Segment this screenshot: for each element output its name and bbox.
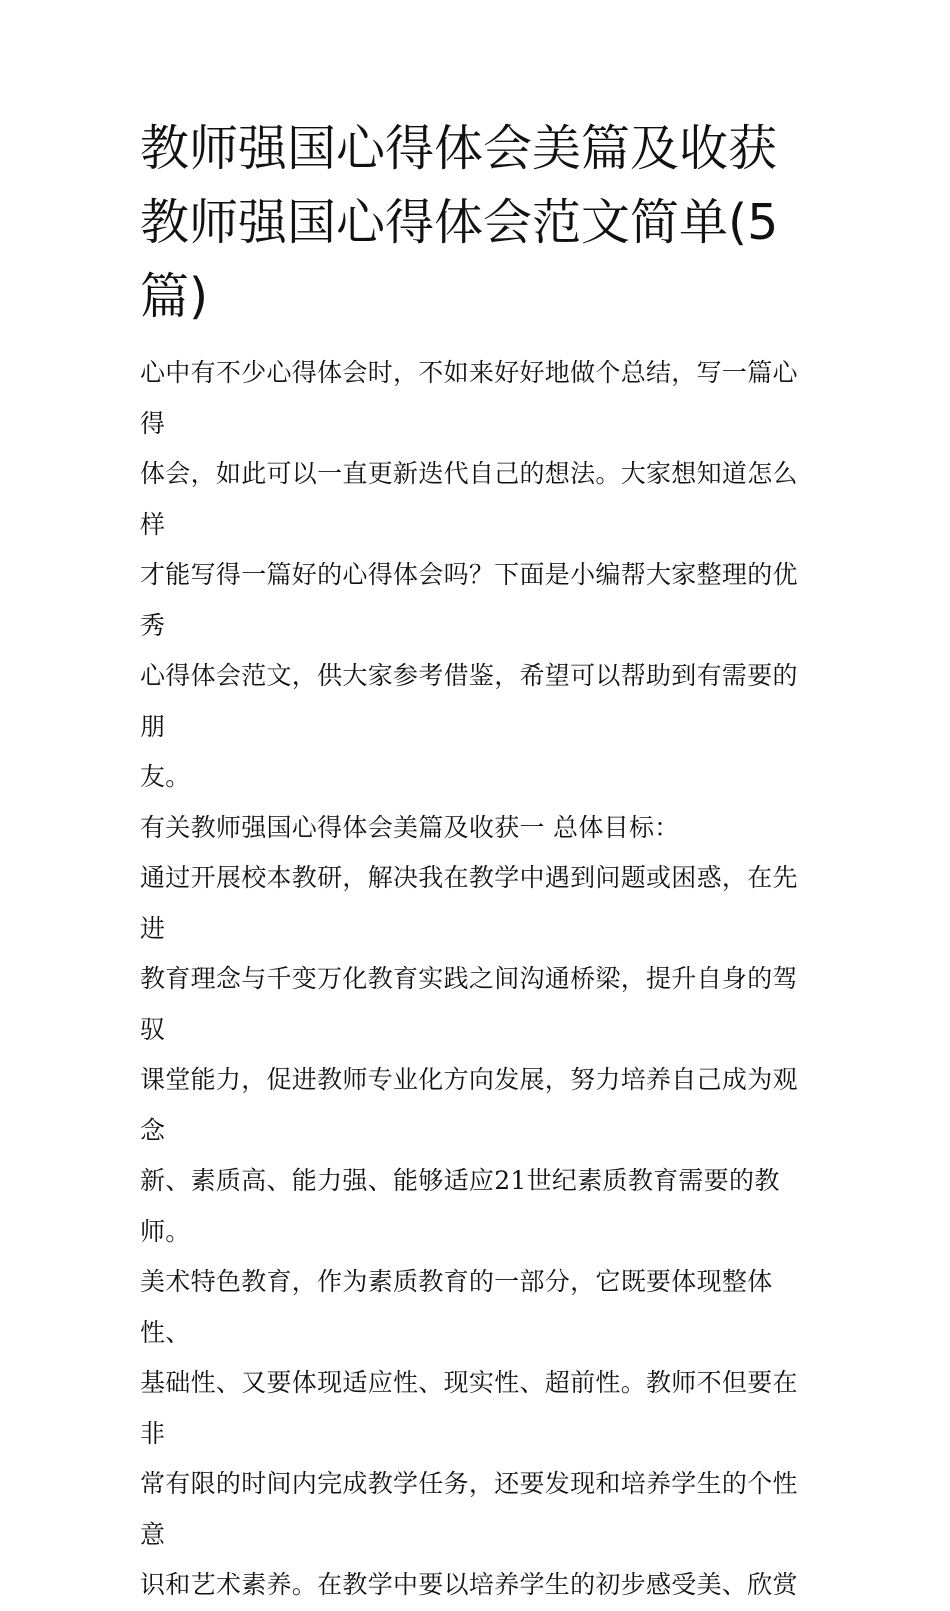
section-heading: 有关教师强国心得体会美篇及收获一 总体目标： bbox=[140, 812, 680, 842]
intro-paragraph: 心中有不少心得体会时，不如来好好地做个总结，写一篇心得 体会，如此可以一直更新迭代自己的想法。大家想知道怎么样 才能写得一篇好的心得体会吗？下面是小编帮大家整理的优秀 心得体会范文，供大家参考借鉴，希望可以帮助到有需要的朋 友。 bbox=[140, 358, 798, 791]
document-body bbox=[140, 112, 815, 1611]
goal-paragraph: 通过开展校本教研，解决我在教学中遇到问题或困惑，在先进 教育理念与千变万化教育实践之间沟通桥梁，提升自身的驾驭 课堂能力，促进教师专业化方向发展，努力培养自己成为观念 新、素质高、能力强、能够适应21世纪素质教育需要的教 师。 bbox=[140, 863, 798, 1246]
art-education-paragraph: 美术特色教育，作为素质教育的一部分，它既要体现整体性、 基础性、又要体现适应性、现实性、超前性。教师不但要在非 常有限的时间内完成教学任务，还要发现和培养学生的个性意 识和艺术素养。在教学中要以培养学生的初步感受美、欣赏 bbox=[140, 1267, 798, 1599]
document-title: 教师强国心得体会美篇及收获 教师强国心得体会范文简单(5 篇) bbox=[140, 120, 779, 325]
